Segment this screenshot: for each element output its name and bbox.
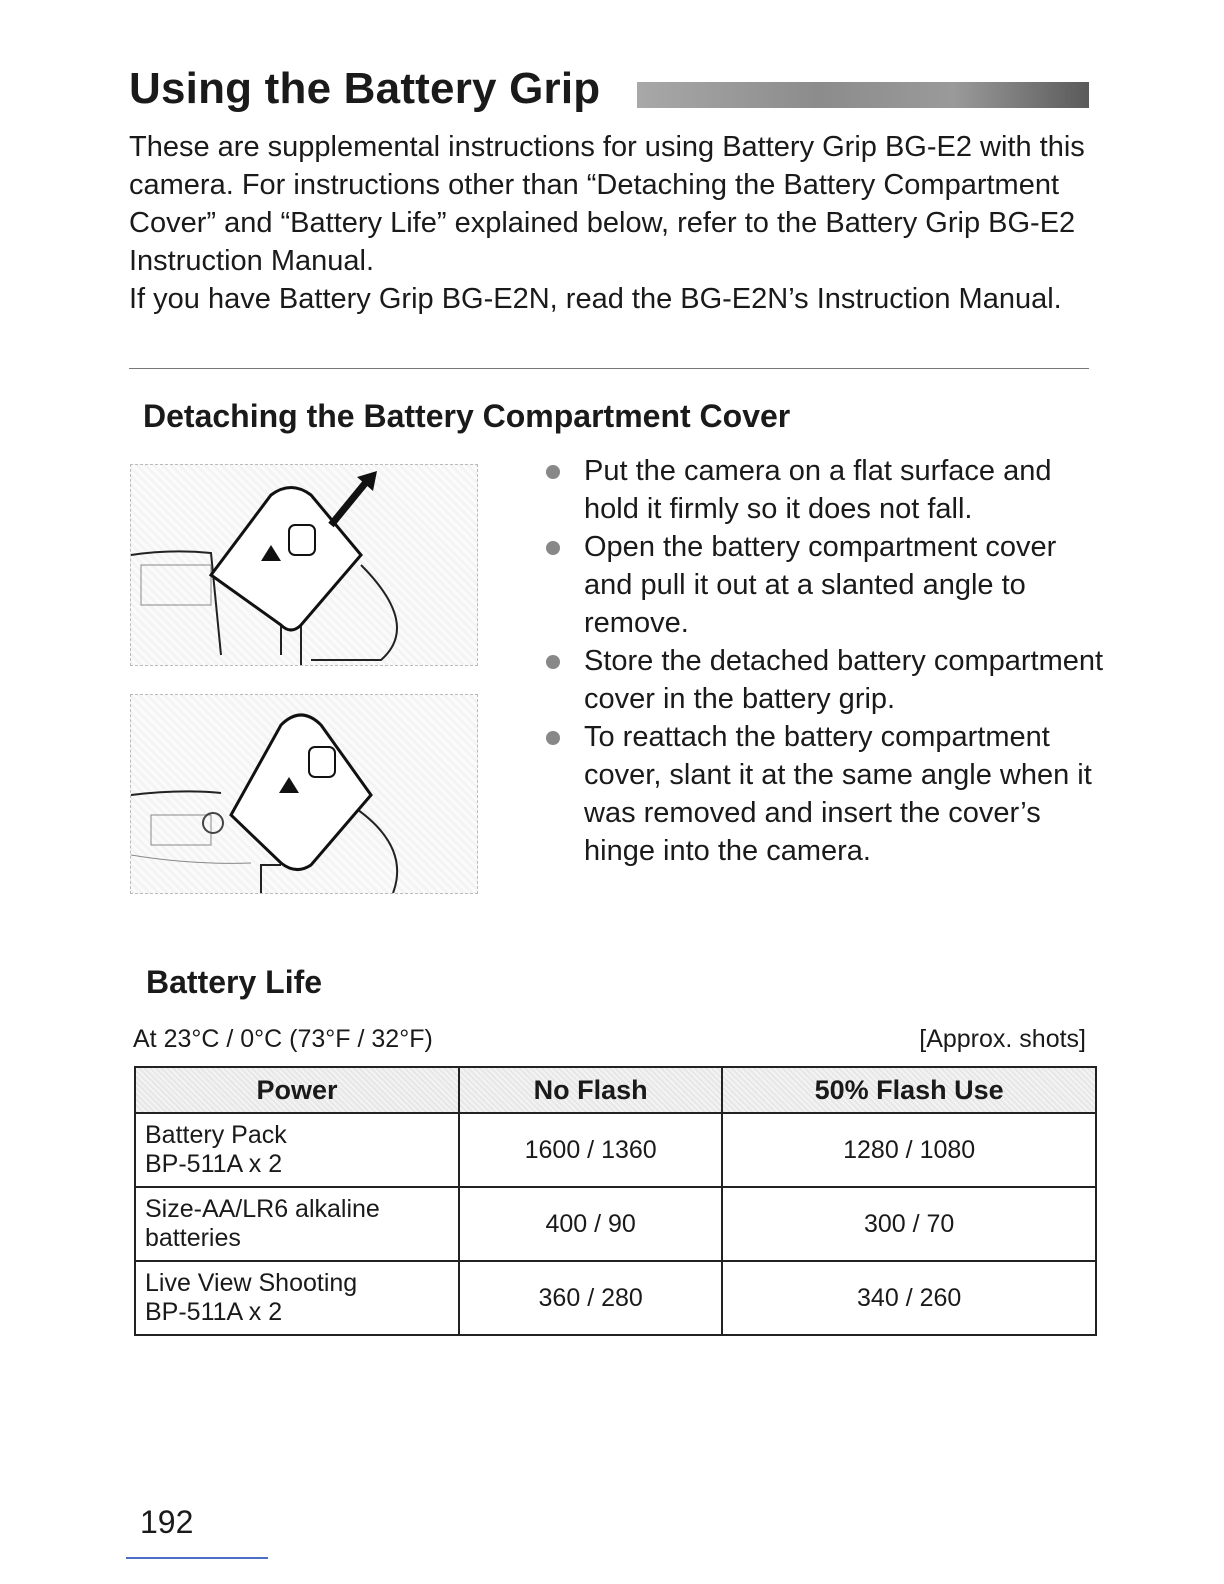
bullet-icon (546, 655, 560, 669)
no-flash-cell: 1600 / 1360 (459, 1113, 722, 1187)
no-flash-cell: 400 / 90 (459, 1187, 722, 1261)
column-header-flash-50: 50% Flash Use (722, 1067, 1096, 1113)
temperature-condition: At 23°C / 0°C (73°F / 32°F) (133, 1025, 433, 1053)
page-number: 192 (140, 1504, 194, 1540)
camera-cover-open-icon (131, 465, 477, 665)
detach-heading: Detaching the Battery Compartment Cover (143, 398, 791, 434)
instruction-text: To reattach the battery compartment cover, slant it at the same angle when it was removed and insert the cover’s hinge into the camera. (584, 721, 1092, 867)
column-header-power: Power (135, 1067, 459, 1113)
unit-note: [Approx. shots] (919, 1025, 1086, 1053)
illustration-cover-reattach (130, 694, 478, 894)
column-header-no-flash: No Flash (459, 1067, 722, 1113)
list-item (546, 452, 1106, 528)
camera-cover-attach-icon (131, 695, 477, 893)
page-title: Using the Battery Grip (129, 64, 601, 113)
illustration-cover-removal (130, 464, 478, 666)
flash-50-cell: 1280 / 1080 (722, 1113, 1096, 1187)
battery-life-table (134, 1066, 1097, 1336)
no-flash-cell: 360 / 280 (459, 1261, 722, 1335)
table-row (135, 1187, 1096, 1261)
intro-paragraph-1: These are supplemental instructions for using Battery Grip BG-E2 with this camera. For instructions other than “Detaching the Battery Compartment Cover” and “Battery Life” explained below, refer to the Battery Grip BG-E2 Instruction Manual. (129, 131, 1085, 277)
instruction-list (546, 452, 1106, 870)
bullet-icon (546, 541, 560, 555)
power-source-cell: Size-AA/LR6 alkaline batteries (135, 1187, 459, 1261)
instruction-text: Open the battery compartment cover and pull it out at a slanted angle to remove. (584, 531, 1057, 639)
instruction-text: Put the camera on a flat surface and hold it firmly so it does not fall. (584, 455, 1052, 525)
intro-text (129, 128, 1099, 318)
page-number-rule (126, 1557, 268, 1559)
table-header-row (135, 1067, 1096, 1113)
power-source-cell: Live View Shooting BP-511A x 2 (135, 1261, 459, 1335)
list-item (546, 718, 1106, 870)
list-item (546, 642, 1106, 718)
battery-life-heading: Battery Life (146, 964, 323, 1000)
title-row (129, 58, 1089, 120)
section-divider (129, 368, 1089, 369)
power-source-cell: Battery Pack BP-511A x 2 (135, 1113, 459, 1187)
table-row (135, 1261, 1096, 1335)
bullet-icon (546, 465, 560, 479)
title-decorative-bar (637, 82, 1089, 108)
instruction-text: Store the detached battery compartment cover in the battery grip. (584, 645, 1104, 715)
table-row (135, 1113, 1096, 1187)
flash-50-cell: 340 / 260 (722, 1261, 1096, 1335)
list-item (546, 528, 1106, 642)
flash-50-cell: 300 / 70 (722, 1187, 1096, 1261)
bullet-icon (546, 731, 560, 745)
intro-paragraph-2: If you have Battery Grip BG-E2N, read the BG-E2N’s Instruction Manual. (129, 283, 1062, 315)
